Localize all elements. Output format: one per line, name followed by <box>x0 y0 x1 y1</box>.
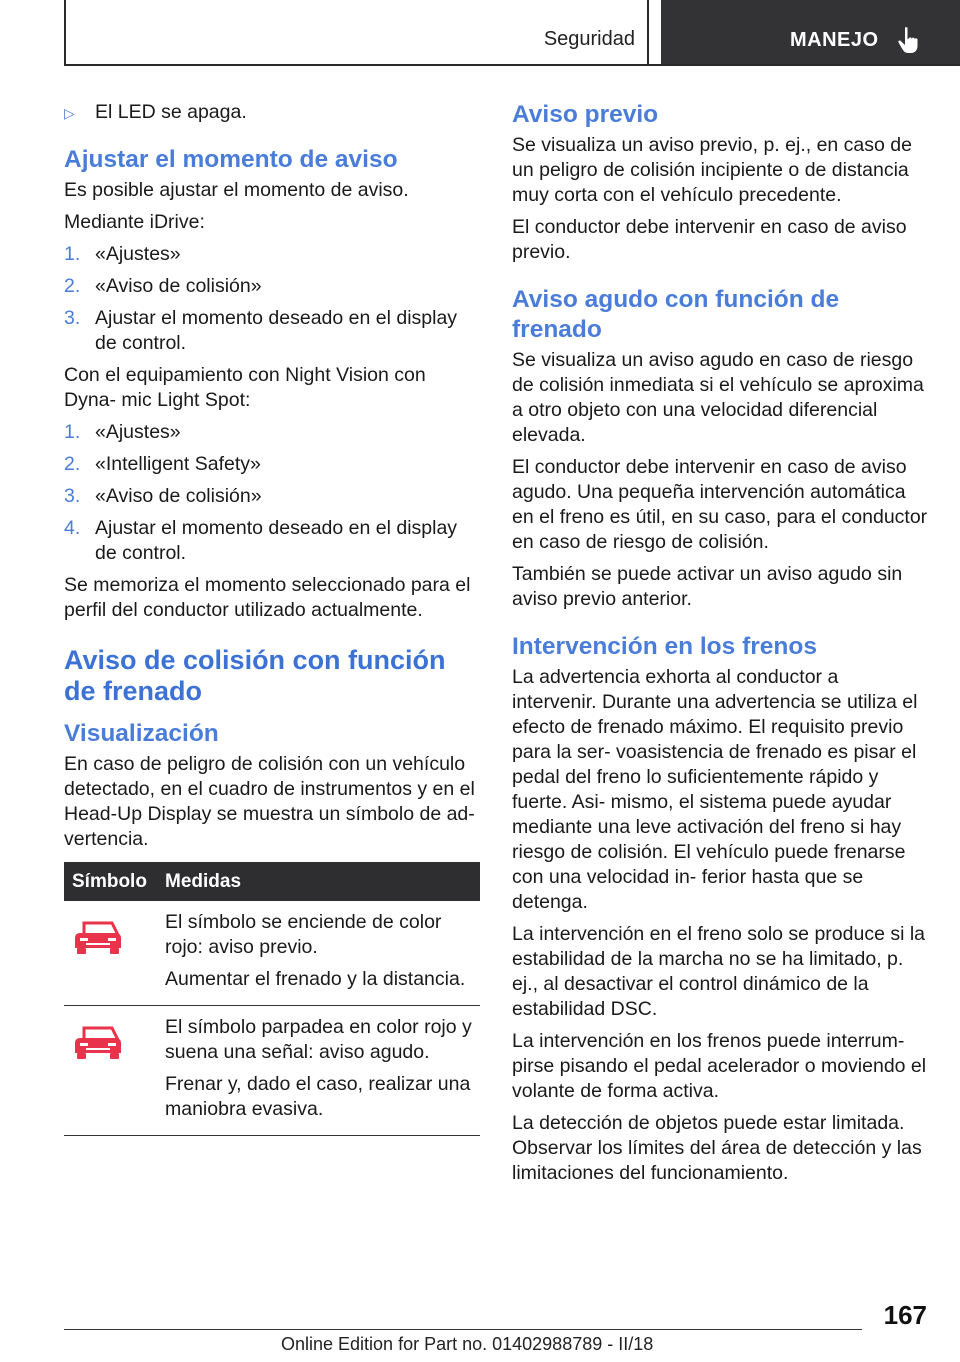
step-text: Ajustar el momento deseado en el display de control. <box>95 517 458 564</box>
left-column <box>64 100 480 1136</box>
table-cell-icon <box>64 901 157 1006</box>
measure-text: El símbolo se enciende de color rojo: aviso previo. <box>165 911 442 958</box>
paragraph: Con el equipamiento con Night Vision con Dyna‐ mic Light Spot: <box>64 364 426 411</box>
paragraph: Es posible ajustar el momento de aviso. <box>64 179 409 201</box>
step-text: «Aviso de colisión» <box>95 275 262 297</box>
paragraph: La intervención en el freno solo se produce si la estabilidad de la marcha no se ha limitado, p. ej., al desactivar el control dinámico de la estabilidad DSC. <box>512 923 926 1020</box>
step-number: 3. <box>64 307 81 329</box>
heading-ajustar: Ajustar el momento de aviso <box>64 146 398 173</box>
list-item <box>64 484 480 509</box>
table-cell-measures <box>157 1006 480 1136</box>
paragraph: En caso de peligro de colisión con un vehículo detectado, en el cuadro de instrumentos y en el Head-Up Display se muestra un símbolo de ad‐ vertencia. <box>64 753 475 850</box>
header-rule <box>64 64 960 66</box>
result-line <box>64 100 480 125</box>
page-number: 167 <box>883 1300 927 1330</box>
paragraph: El conductor debe intervenir en caso de aviso agudo. Una pequeña intervención automática en el freno es útil, en su caso, para el conductor en caso de riesgo de colisión. <box>512 456 928 553</box>
list-item <box>64 274 480 299</box>
paragraph: Se memoriza el momento seleccionado para el perfil del conductor utilizado actualmente. <box>64 574 471 621</box>
step-number: 4. <box>64 517 81 539</box>
step-text: «Intelligent Safety» <box>95 453 261 475</box>
table-header-measures: Medidas <box>157 862 480 901</box>
car-warning-blinking-icon <box>72 1024 124 1062</box>
table-cell-icon <box>64 1006 157 1136</box>
symbol-table <box>64 862 480 1136</box>
measure-text: Frenar y, dado el caso, realizar una maniobra evasiva. <box>165 1073 471 1120</box>
table-row <box>64 1006 480 1136</box>
step-text: Ajustar el momento deseado en el display de control. <box>95 307 458 354</box>
footer-rule <box>64 1329 862 1330</box>
measure-text: Aumentar el frenado y la distancia. <box>165 968 466 990</box>
paragraph: Se visualiza un aviso agudo en caso de riesgo de colisión inmediata si el vehículo se aproxima a otro objeto con una velocidad diferencial elevada. <box>512 349 924 446</box>
heading-aviso-agudo: Aviso agudo con función de frenado <box>512 286 840 343</box>
step-number: 2. <box>64 275 81 297</box>
header-chapter-title: MANEJO <box>790 29 879 51</box>
car-warning-icon <box>72 919 124 957</box>
step-text: «Ajustes» <box>95 421 181 443</box>
triangle-icon: ▷ <box>64 105 75 121</box>
measure-text: El símbolo parpadea en color rojo y suena una señal: aviso agudo. <box>165 1016 472 1063</box>
paragraph: La advertencia exhorta al conductor a intervenir. Durante una advertencia se utiliza el efecto de frenado máximo. El requisito previo para la ser‐ voasistencia de frenado es pisar el pedal del freno lo suficientemente rápido y fuerte. Asi‐ mismo, el sistema puede ayudar mediante una leve activación del freno si hay riesgo de colisión. El vehículo puede frenarse con una velocidad in‐ ferior hasta que se detenga. <box>512 666 918 913</box>
list-item <box>64 420 480 445</box>
result-text: El LED se apaga. <box>95 101 247 123</box>
table-cell-measures <box>157 901 480 1006</box>
heading-visualizacion: Visualización <box>64 720 219 747</box>
heading-aviso-previo: Aviso previo <box>512 101 659 128</box>
paragraph: La intervención en los frenos puede interrum‐ pirse pisando el pedal acelerador o moviendo el volante de forma activa. <box>512 1030 927 1102</box>
paragraph: La detección de objetos puede estar limitada. Observar los límites del área de detección y las limitaciones del funcionamiento. <box>512 1112 922 1184</box>
paragraph: El conductor debe intervenir en caso de aviso previo. <box>512 216 907 263</box>
paragraph: Mediante iDrive: <box>64 211 205 233</box>
paragraph: Se visualiza un aviso previo, p. ej., en caso de un peligro de colisión incipiente o de distancia muy corta con el vehículo precedente. <box>512 134 912 206</box>
footer-edition: Online Edition for Part no. 01402988789 - II/18 <box>281 1334 654 1354</box>
right-column <box>512 100 928 1193</box>
header-section-title: Seguridad <box>543 28 635 50</box>
table-header-symbol: Símbolo <box>64 862 157 901</box>
heading-intervencion: Intervención en los frenos <box>512 633 817 660</box>
paragraph: También se puede activar un aviso agudo sin aviso previo anterior. <box>512 563 903 610</box>
list-item <box>64 452 480 477</box>
step-number: 2. <box>64 453 81 475</box>
step-number: 1. <box>64 243 81 265</box>
step-text: «Aviso de colisión» <box>95 485 262 507</box>
step-text: «Ajustes» <box>95 243 181 265</box>
table-row <box>64 901 480 1006</box>
step-number: 1. <box>64 421 81 443</box>
hand-pointer-icon <box>896 26 922 54</box>
list-item <box>64 516 480 566</box>
list-item <box>64 242 480 267</box>
table-header-row <box>64 862 480 901</box>
step-number: 3. <box>64 485 81 507</box>
list-item <box>64 306 480 356</box>
heading-aviso-colision: Aviso de colisión con función de frenado <box>64 645 446 706</box>
